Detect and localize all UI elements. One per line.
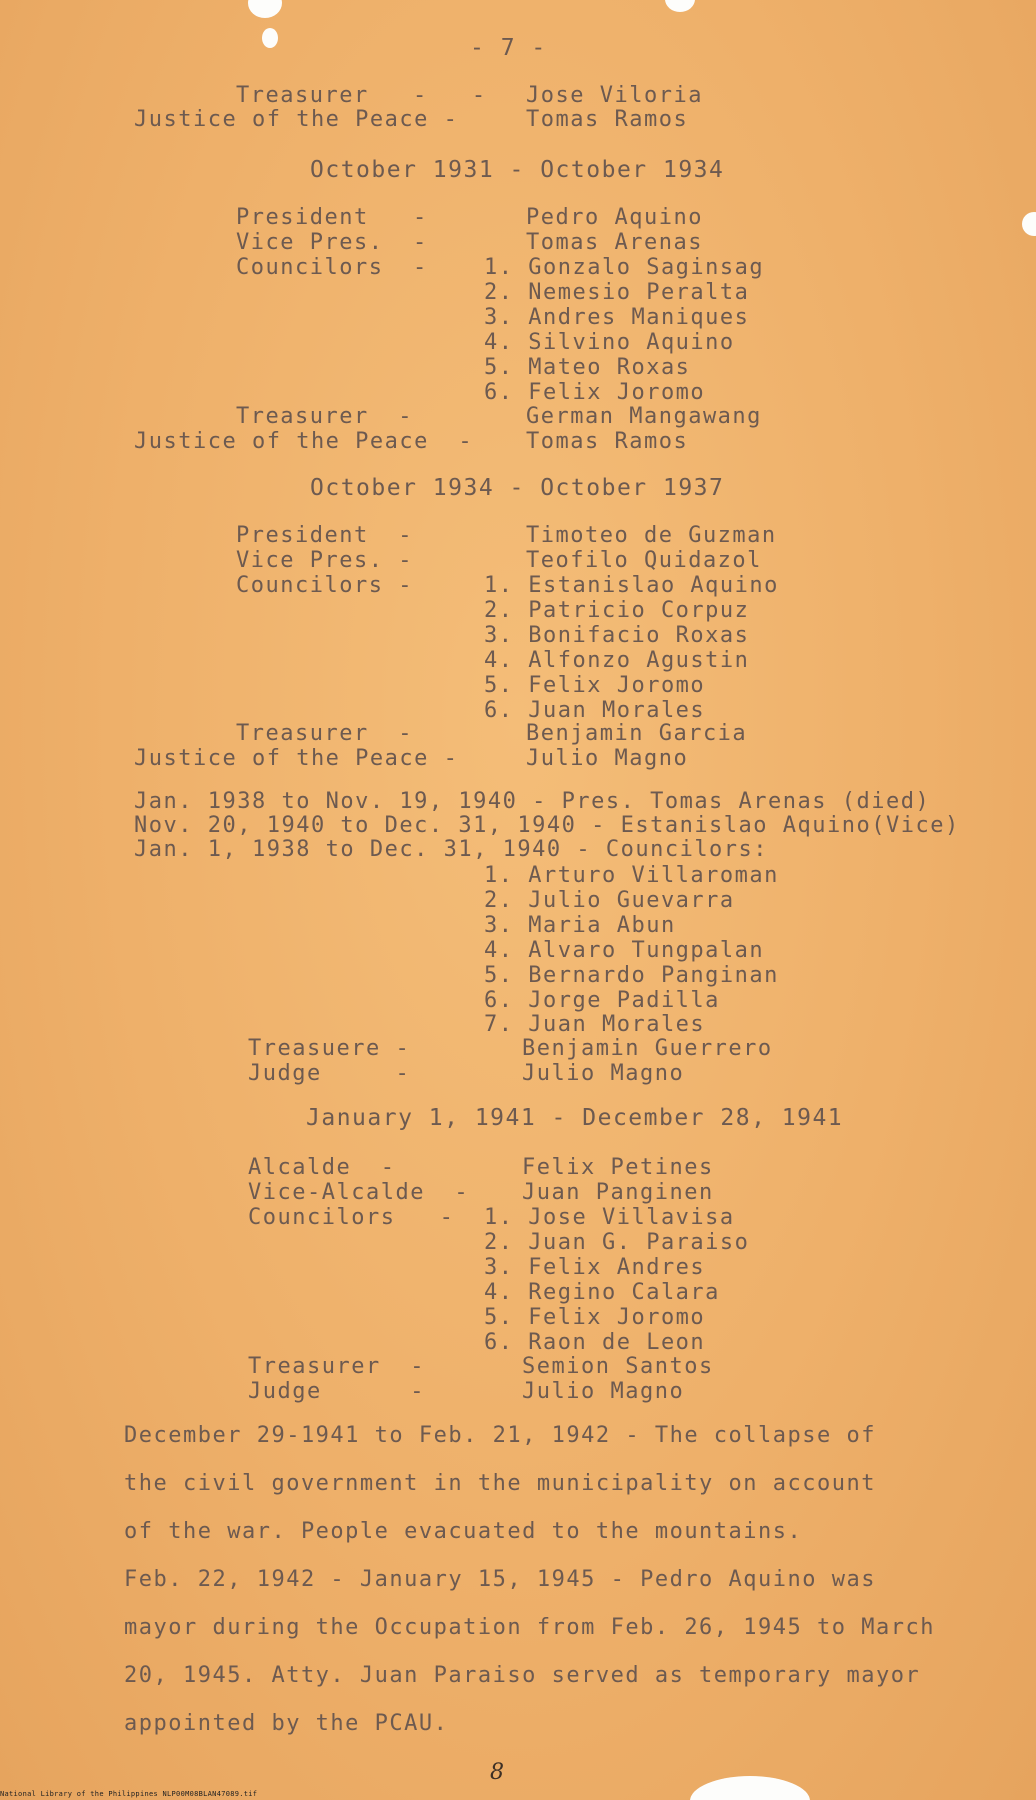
term-1934-vice-role: Vice Pres. - [236,548,413,573]
archive-footer: National Library of the Philippines NLP00M08BLAN47089.tif [0,1790,258,1798]
term-1941-councilors-label: Councilors - [248,1205,455,1230]
term-1941-alcalde-name: Felix Petines [522,1155,714,1180]
term-1938-councilor: 1. Arturo Villaroman [484,863,779,888]
term-1938-councilor: 3. Maria Abun [484,913,676,938]
term-1934-councilor: 4. Alfonzo Agustin [484,648,750,673]
term-1934-justice-role: Justice of the Peace - [134,746,459,771]
term-1938-judge-role: Judge - [248,1061,411,1086]
term-1931-justice-name: Tomas Ramos [526,429,689,454]
term-1941-vice-name: Juan Panginen [522,1180,714,1205]
paper-hole-right-edge [1022,212,1036,236]
term-1931-heading: October 1931 - October 1934 [310,157,725,183]
term-1938-councilor: 4. Alvaro Tungpalan [484,938,765,963]
narrative-line: the civil government in the municipality on account [124,1471,877,1496]
term-1941-councilor: 5. Felix Joromo [484,1305,706,1330]
page-number: - 7 - [470,35,547,61]
term-1931-councilor: 2. Nemesio Peralta [484,280,750,305]
term-1941-treasurer-role: Treasurer - [248,1354,425,1379]
term-1931-justice-role: Justice of the Peace - [134,429,474,454]
term-1938-councilor: 2. Julio Guevarra [484,888,735,913]
treasurer-name: Jose Viloria [526,83,703,108]
term-1931-president-name: Pedro Aquino [526,205,703,230]
term-1938-line-2: Nov. 20, 1940 to Dec. 31, 1940 - Estanislao Aquino(Vice) [134,813,960,838]
term-1931-treasurer-role: Treasurer - [236,404,413,429]
narrative-line: December 29-1941 to Feb. 21, 1942 - The collapse of [124,1423,877,1448]
narrative-line: appointed by the PCAU. [124,1711,449,1736]
term-1934-councilor: 5. Felix Joromo [484,673,706,698]
term-1941-councilor: 6. Raon de Leon [484,1330,706,1355]
narrative-line: mayor during the Occupation from Feb. 26, 1945 to March [124,1615,935,1640]
term-1938-councilor: 5. Bernardo Panginan [484,963,779,988]
paper-hole-top-left [248,0,282,18]
term-1941-judge-name: Julio Magno [522,1379,685,1404]
term-1941-councilor: 2. Juan G. Paraiso [484,1230,750,1255]
term-1931-councilor: 4. Silvino Aquino [484,330,735,355]
term-1931-councilor: 6. Felix Joromo [484,380,706,405]
term-1931-president-role: President - [236,205,428,230]
narrative-line: of the war. People evacuated to the mountains. [124,1519,803,1544]
term-1938-treasurer-name: Benjamin Guerrero [522,1036,773,1061]
term-1931-treasurer-name: German Mangawang [526,404,762,429]
term-1938-councilor: 6. Jorge Padilla [484,988,720,1013]
paper-hole-bottom [690,1776,810,1800]
term-1934-heading: October 1934 - October 1937 [310,475,725,501]
term-1934-councilors-label: Councilors - [236,573,413,598]
justice-role: Justice of the Peace - [134,107,459,132]
term-1941-councilor: 3. Felix Andres [484,1255,706,1280]
term-1934-president-role: President - [236,523,413,548]
term-1938-line-3: Jan. 1, 1938 to Dec. 31, 1940 - Councilors: [134,837,769,862]
term-1938-judge-name: Julio Magno [522,1061,685,1086]
term-1938-councilor: 7. Juan Morales [484,1012,706,1037]
term-1941-vice-role: Vice-Alcalde - [248,1180,470,1205]
term-1931-vice-role: Vice Pres. - [236,230,428,255]
term-1941-judge-role: Judge - [248,1379,425,1404]
term-1934-councilor: 3. Bonifacio Roxas [484,623,750,648]
term-1938-line-1: Jan. 1938 to Nov. 19, 1940 - Pres. Tomas Arenas (died) [134,789,931,814]
term-1941-councilor: 1. Jose Villavisa [484,1205,735,1230]
term-1934-vice-name: Teofilo Quidazol [526,548,762,573]
term-1934-councilor: 1. Estanislao Aquino [484,573,779,598]
term-1934-councilor: 2. Patricio Corpuz [484,598,750,623]
term-1931-councilor: 5. Mateo Roxas [484,355,691,380]
pencil-mark: 8 [490,1760,504,1785]
term-1941-heading: January 1, 1941 - December 28, 1941 [306,1105,844,1131]
term-1934-president-name: Timoteo de Guzman [526,523,777,548]
term-1941-councilor: 4. Regino Calara [484,1280,720,1305]
paper-hole-top-left-small [262,28,278,48]
term-1934-justice-name: Julio Magno [526,746,689,771]
narrative-line: 20, 1945. Atty. Juan Paraiso served as temporary mayor [124,1663,921,1688]
term-1941-alcalde-role: Alcalde - [248,1155,396,1180]
term-1931-councilors-label: Councilors - [236,255,428,280]
term-1941-treasurer-name: Semion Santos [522,1354,714,1379]
term-1931-councilor: 3. Andres Maniques [484,305,750,330]
term-1938-treasurer-role: Treasuere - [248,1036,411,1061]
term-1934-treasurer-role: Treasurer - [236,721,413,746]
narrative-line: Feb. 22, 1942 - January 15, 1945 - Pedro Aquino was [124,1567,877,1592]
term-1931-vice-name: Tomas Arenas [526,230,703,255]
term-1934-treasurer-name: Benjamin Garcia [526,721,748,746]
treasurer-role: Treasurer - - [236,83,487,108]
term-1931-councilor: 1. Gonzalo Saginsag [484,255,765,280]
term-1934-councilor: 6. Juan Morales [484,698,706,723]
justice-name: Tomas Ramos [526,107,689,132]
paper-hole-top-right [665,0,695,12]
